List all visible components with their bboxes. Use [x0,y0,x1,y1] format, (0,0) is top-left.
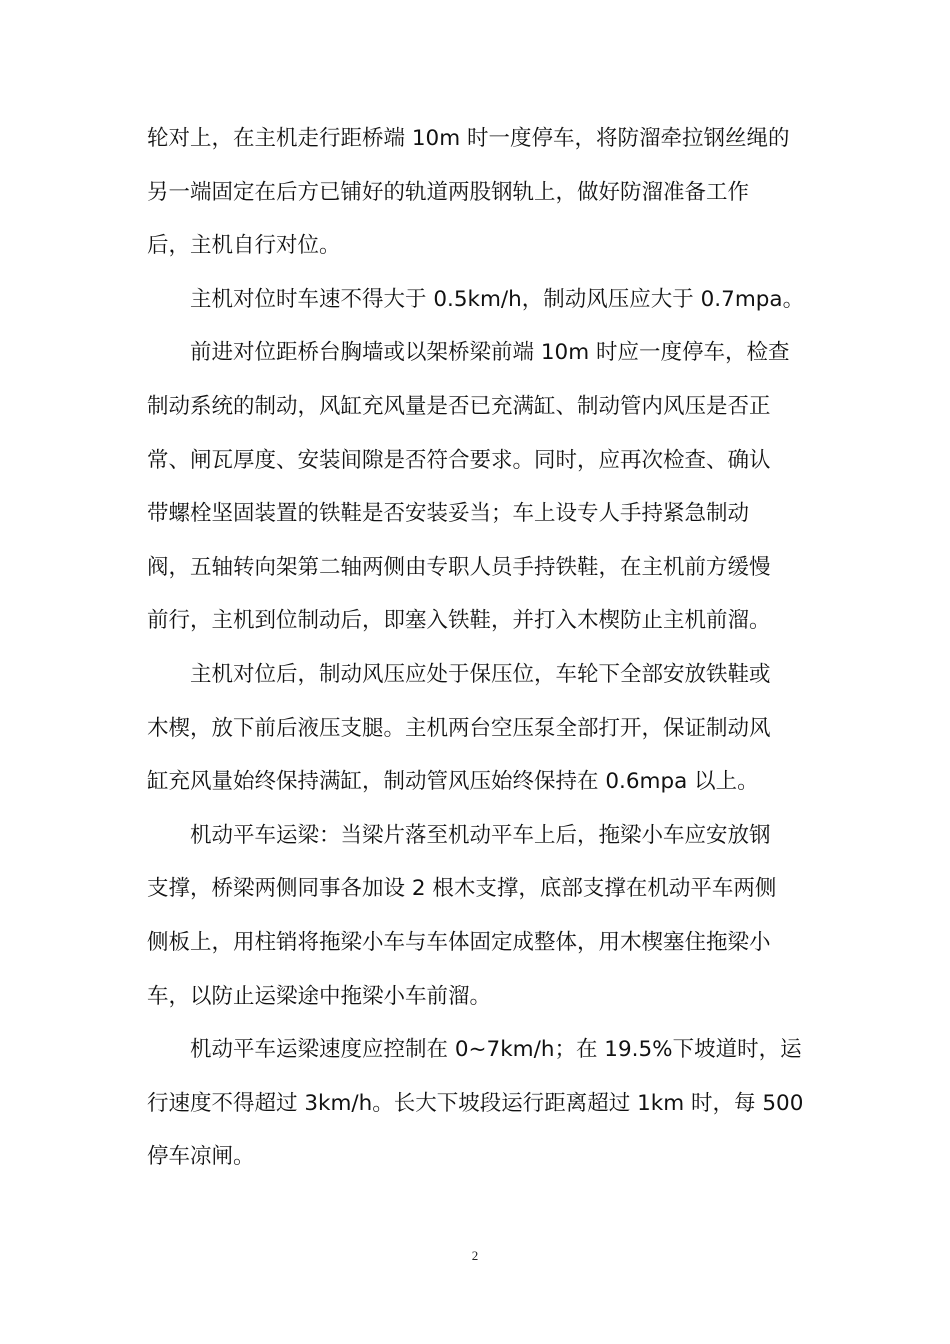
text-line: 侧板上，用柱销将拖梁小车与车体固定成整体，用木楔塞住拖梁小 [147,929,771,955]
text-line: 木楔，放下前后液压支腿。主机两台空压泵全部打开，保证制动风 [147,715,771,741]
text-line: 主机对位后，制动风压应处于保压位，车轮下全部安放铁鞋或 [190,661,771,687]
text-line: 机动平车运梁速度应控制在 0~7km/h；在 19.5%下坡道时，运 [190,1037,802,1063]
text-line: 另一端固定在后方已铺好的轨道两股钢轨上，做好防溜准备工作 [147,179,750,205]
paragraph [147,648,805,809]
text-line: 停车凉闸。 [147,1144,255,1170]
page-body [147,112,805,1184]
paragraph [147,273,805,327]
text-line: 支撑，桥梁两侧同事各加设 2 根木支撑，底部支撑在机动平车两侧 [147,876,777,902]
page-number: 2 [471,1248,479,1263]
text-line: 前进对位距桥台胸墙或以架桥梁前端 10m 时应一度停车，检查 [190,340,790,366]
paragraph [147,809,805,1023]
text-line: 阀，五轴转向架第二轴两侧由专职人员手持铁鞋，在主机前方缓慢 [147,554,771,580]
paragraph [147,326,805,648]
paragraph [147,1023,805,1184]
text-line: 车，以防止运梁途中拖梁小车前溜。 [147,983,492,1009]
text-line: 带螺栓坚固装置的铁鞋是否安装妥当；车上设专人手持紧急制动 [147,501,750,527]
text-line: 缸充风量始终保持满缸，制动管风压始终保持在 0.6mpa 以上。 [147,769,759,795]
text-line: 常、闸瓦厚度、安装间隙是否符合要求。同时，应再次检查、确认 [147,447,771,473]
text-line: 后，主机自行对位。 [147,233,341,259]
paragraph [147,112,805,273]
text-line: 行速度不得超过 3km/h。长大下坡段运行距离超过 1km 时，每 500 [147,1090,804,1116]
text-line: 前行，主机到位制动后，即塞入铁鞋，并打入木楔防止主机前溜。 [147,608,771,634]
text-line: 轮对上，在主机走行距桥端 10m 时一度停车，将防溜牵拉钢丝绳的 [147,126,790,151]
text-line: 主机对位时车速不得大于 0.5km/h，制动风压应大于 0.7mpa。 [190,286,805,312]
text-line: 制动系统的制动，风缸充风量是否已充满缸、制动管内风压是否正 [147,393,771,419]
text-line: 机动平车运梁：当梁片落至机动平车上后，拖梁小车应安放钢 [190,822,771,848]
